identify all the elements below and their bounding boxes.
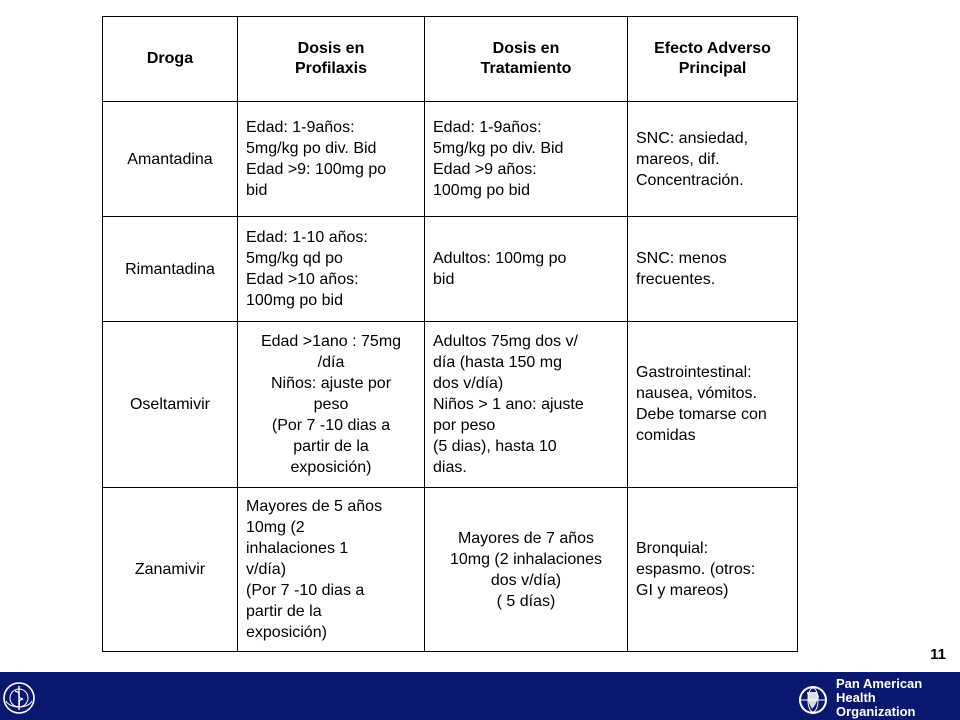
page-number: 11 (930, 646, 946, 663)
organization-name: Pan American Health Organization (836, 676, 923, 719)
header-prophylaxis: Dosis en Profilaxis (238, 17, 425, 102)
drug-table (102, 16, 798, 652)
paho-globe-icon (796, 683, 830, 717)
prophylaxis-dose: Edad >1ano : 75mg /día Niños: ajuste por peso (Por 7 -10 dias a partir de la exposición) (238, 321, 425, 487)
adverse-effect: Bronquial: espasmo. (otros: GI y mareos) (628, 488, 798, 652)
treatment-dose: Adultos: 100mg po bid (425, 217, 628, 322)
table-header-row (103, 17, 798, 102)
header-treatment: Dosis en Tratamiento (425, 17, 628, 102)
prophylaxis-dose: Edad: 1-10 años: 5mg/kg qd po Edad >10 años: 100mg po bid (238, 217, 425, 322)
adverse-effect: SNC: ansiedad, mareos, dif. Concentración. (628, 102, 798, 217)
treatment-dose: Mayores de 7 años 10mg (2 inhalaciones dos v/día) ( 5 días) (425, 488, 628, 652)
adverse-effect: Gastrointestinal: nausea, vómitos. Debe tomarse con comidas (628, 321, 798, 487)
table-row (103, 102, 798, 217)
header-adverse-effect: Efecto Adverso Principal (628, 17, 798, 102)
drug-name: Zanamivir (103, 488, 238, 652)
treatment-dose: Adultos 75mg dos v/ día (hasta 150 mg dos v/día) Niños > 1 ano: ajuste por peso (5 dias), hasta 10 dias. (425, 321, 628, 487)
table-row (103, 321, 798, 487)
prophylaxis-dose: Mayores de 5 años 10mg (2 inhalaciones 1 v/día) (Por 7 -10 dias a partir de la exposición) (238, 488, 425, 652)
who-emblem-icon (2, 681, 36, 715)
drug-name: Amantadina (103, 102, 238, 217)
prophylaxis-dose: Edad: 1-9años: 5mg/kg po div. Bid Edad >9: 100mg po bid (238, 102, 425, 217)
drug-name: Oseltamivir (103, 321, 238, 487)
table-row (103, 217, 798, 322)
treatment-dose: Edad: 1-9años: 5mg/kg po div. Bid Edad >9 años: 100mg po bid (425, 102, 628, 217)
header-drug: Droga (103, 17, 238, 102)
drug-name: Rimantadina (103, 217, 238, 322)
table-row (103, 488, 798, 652)
adverse-effect: SNC: menos frecuentes. (628, 217, 798, 322)
